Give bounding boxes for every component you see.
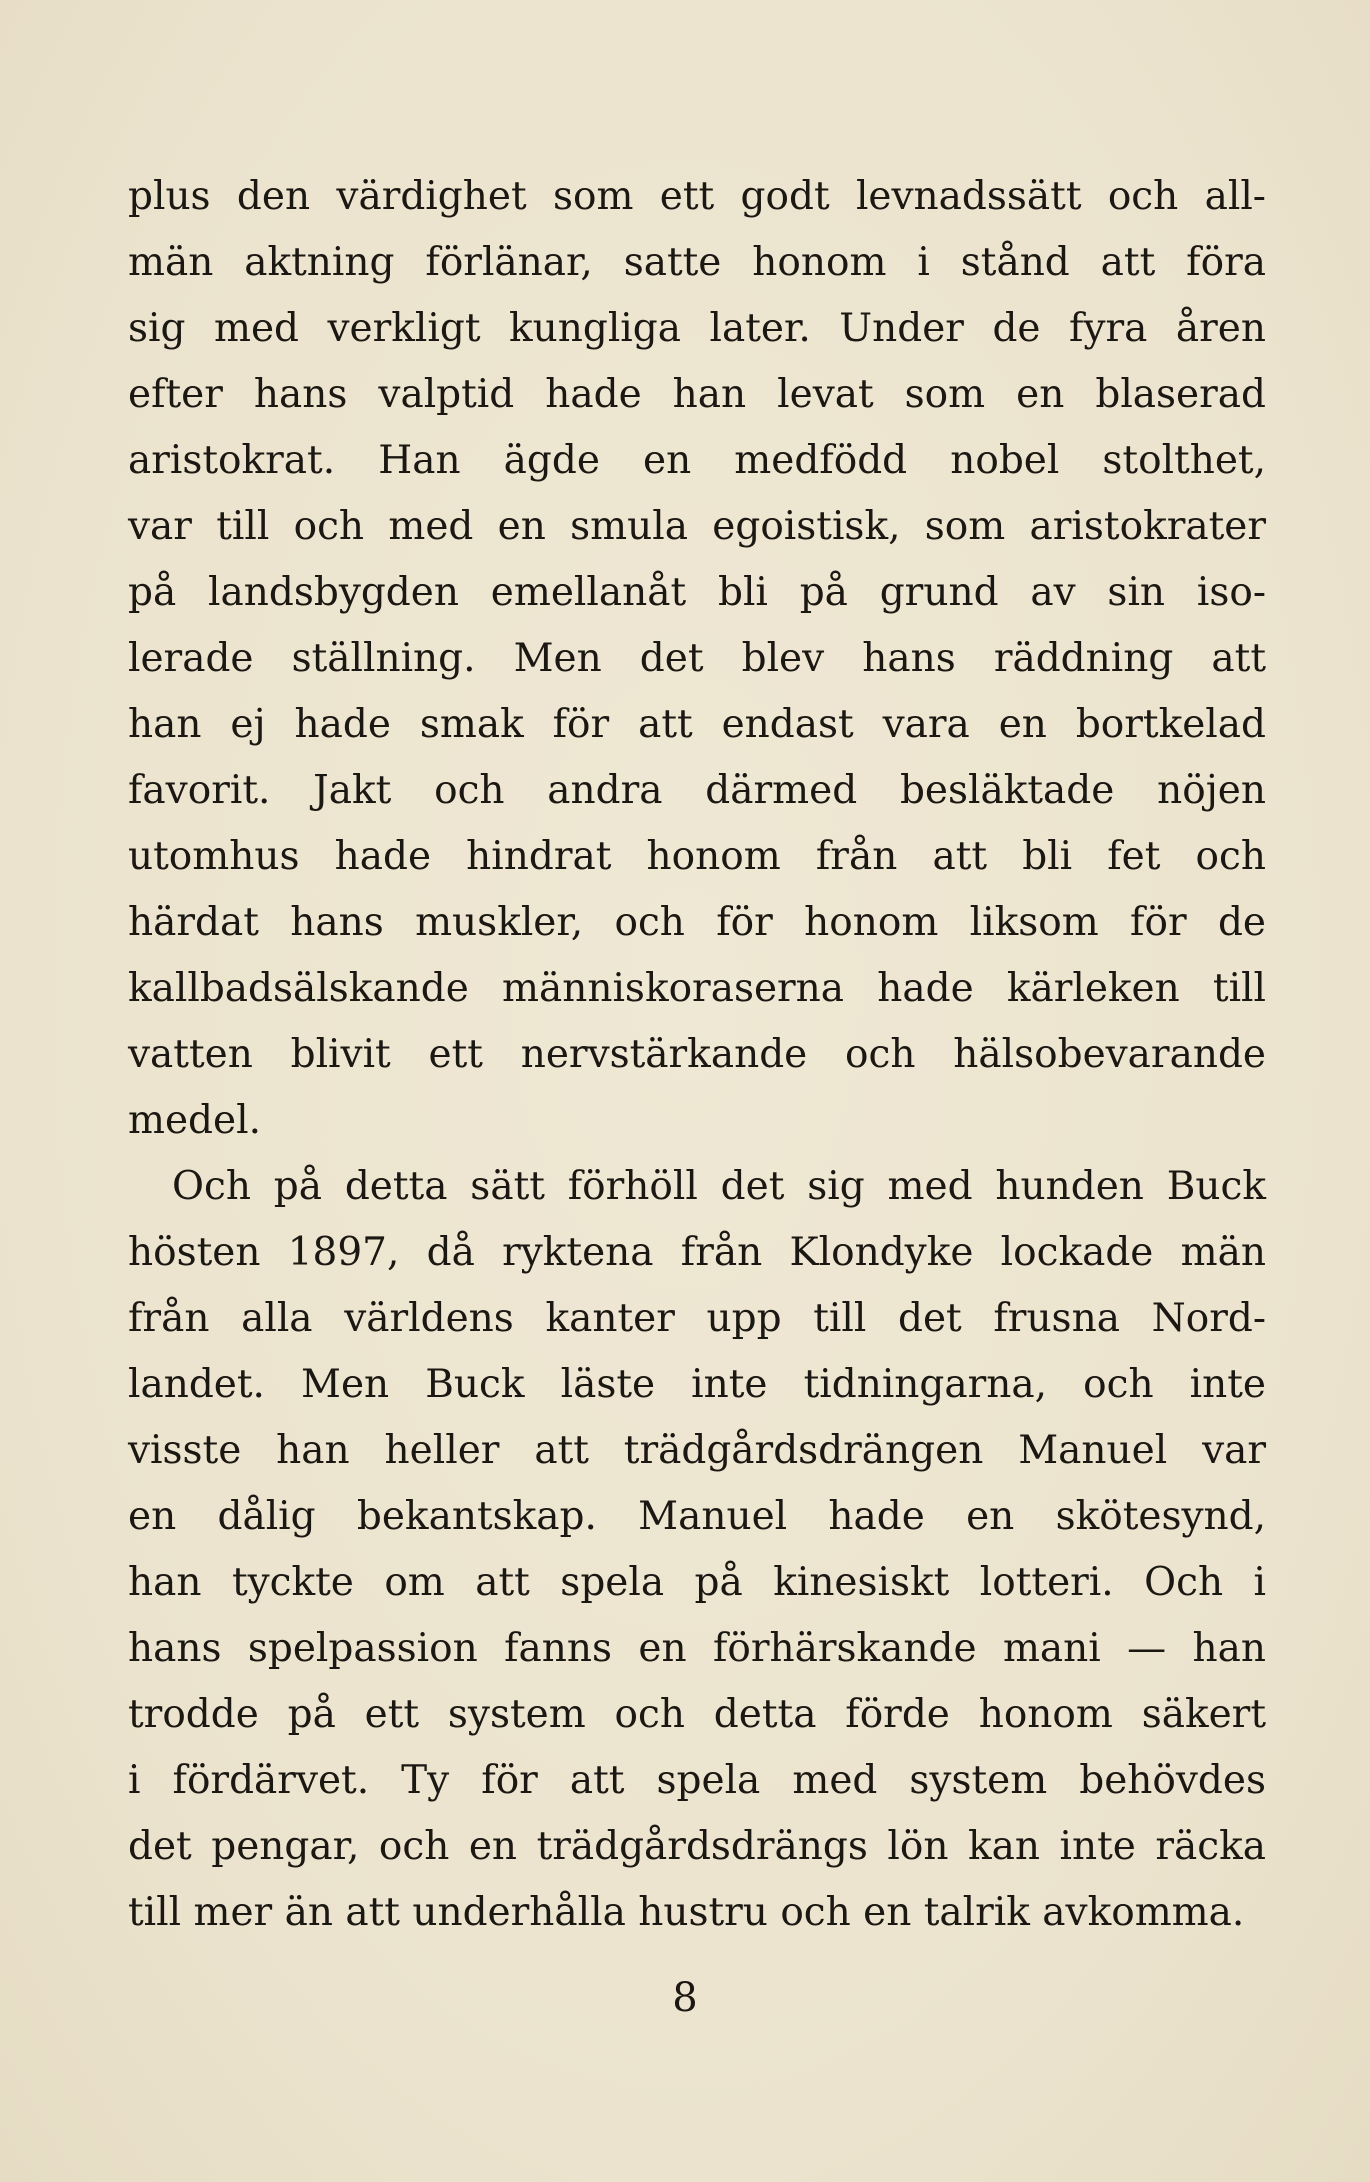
text-line: trodde på ett system och detta förde honom säkert <box>128 1692 1266 1737</box>
text-line: hans spelpassion fanns en förhärskande mani — han <box>128 1626 1266 1671</box>
text-line: en dålig bekantskap. Manuel hade en skötesynd, <box>128 1494 1266 1539</box>
text-line: medel. <box>128 1098 261 1143</box>
text-line: favorit. Jakt och andra därmed besläktade nöjen <box>128 768 1266 813</box>
text-line: på landsbygden emellanåt bli på grund av sin iso- <box>128 570 1266 615</box>
text-line: härdat hans muskler, och för honom liksom för de <box>128 900 1266 945</box>
text-line: sig med verkligt kungliga later. Under de fyra åren <box>128 306 1266 351</box>
text-line: hösten 1897, då ryktena från Klondyke lockade män <box>128 1230 1266 1275</box>
text-line: efter hans valptid hade han levat som en blaserad <box>128 372 1266 417</box>
text-line: utomhus hade hindrat honom från att bli fet och <box>128 834 1266 879</box>
text-line: lerade ställning. Men det blev hans räddning att <box>128 636 1266 681</box>
text-line: vatten blivit ett nervstärkande och hälsobevarande <box>128 1032 1266 1077</box>
text-line: från alla världens kanter upp till det frusna Nord- <box>128 1296 1266 1341</box>
text-line: var till och med en smula egoistisk, som aristokrater <box>128 504 1266 549</box>
text-line: det pengar, och en trädgårdsdrängs lön kan inte räcka <box>128 1824 1266 1869</box>
text-line: i fördärvet. Ty för att spela med system behövdes <box>128 1758 1266 1803</box>
text-line: han tyckte om att spela på kinesiskt lotteri. Och i <box>128 1560 1266 1605</box>
paragraph-2 <box>128 1154 1266 1946</box>
text-line: plus den värdighet som ett godt levnadssätt och all- <box>128 174 1266 219</box>
body-text <box>128 164 1266 1946</box>
text-line: landet. Men Buck läste inte tidningarna, och inte <box>128 1362 1266 1407</box>
text-line: kallbadsälskande människoraserna hade kärleken till <box>128 966 1266 1011</box>
text-line: Och på detta sätt förhöll det sig med hunden Buck <box>172 1164 1266 1209</box>
text-line: aristokrat. Han ägde en medfödd nobel stolthet, <box>128 438 1266 483</box>
text-line: han ej hade smak för att endast vara en bortkelad <box>128 702 1266 747</box>
text-line: män aktning förlänar, satte honom i stånd att föra <box>128 240 1266 285</box>
text-line: visste han heller att trädgårdsdrängen Manuel var <box>128 1428 1266 1473</box>
text-line: till mer än att underhålla hustru och en talrik avkomma. <box>128 1890 1245 1935</box>
page-number: 8 <box>672 1975 698 2021</box>
paragraph-1 <box>128 164 1266 1154</box>
